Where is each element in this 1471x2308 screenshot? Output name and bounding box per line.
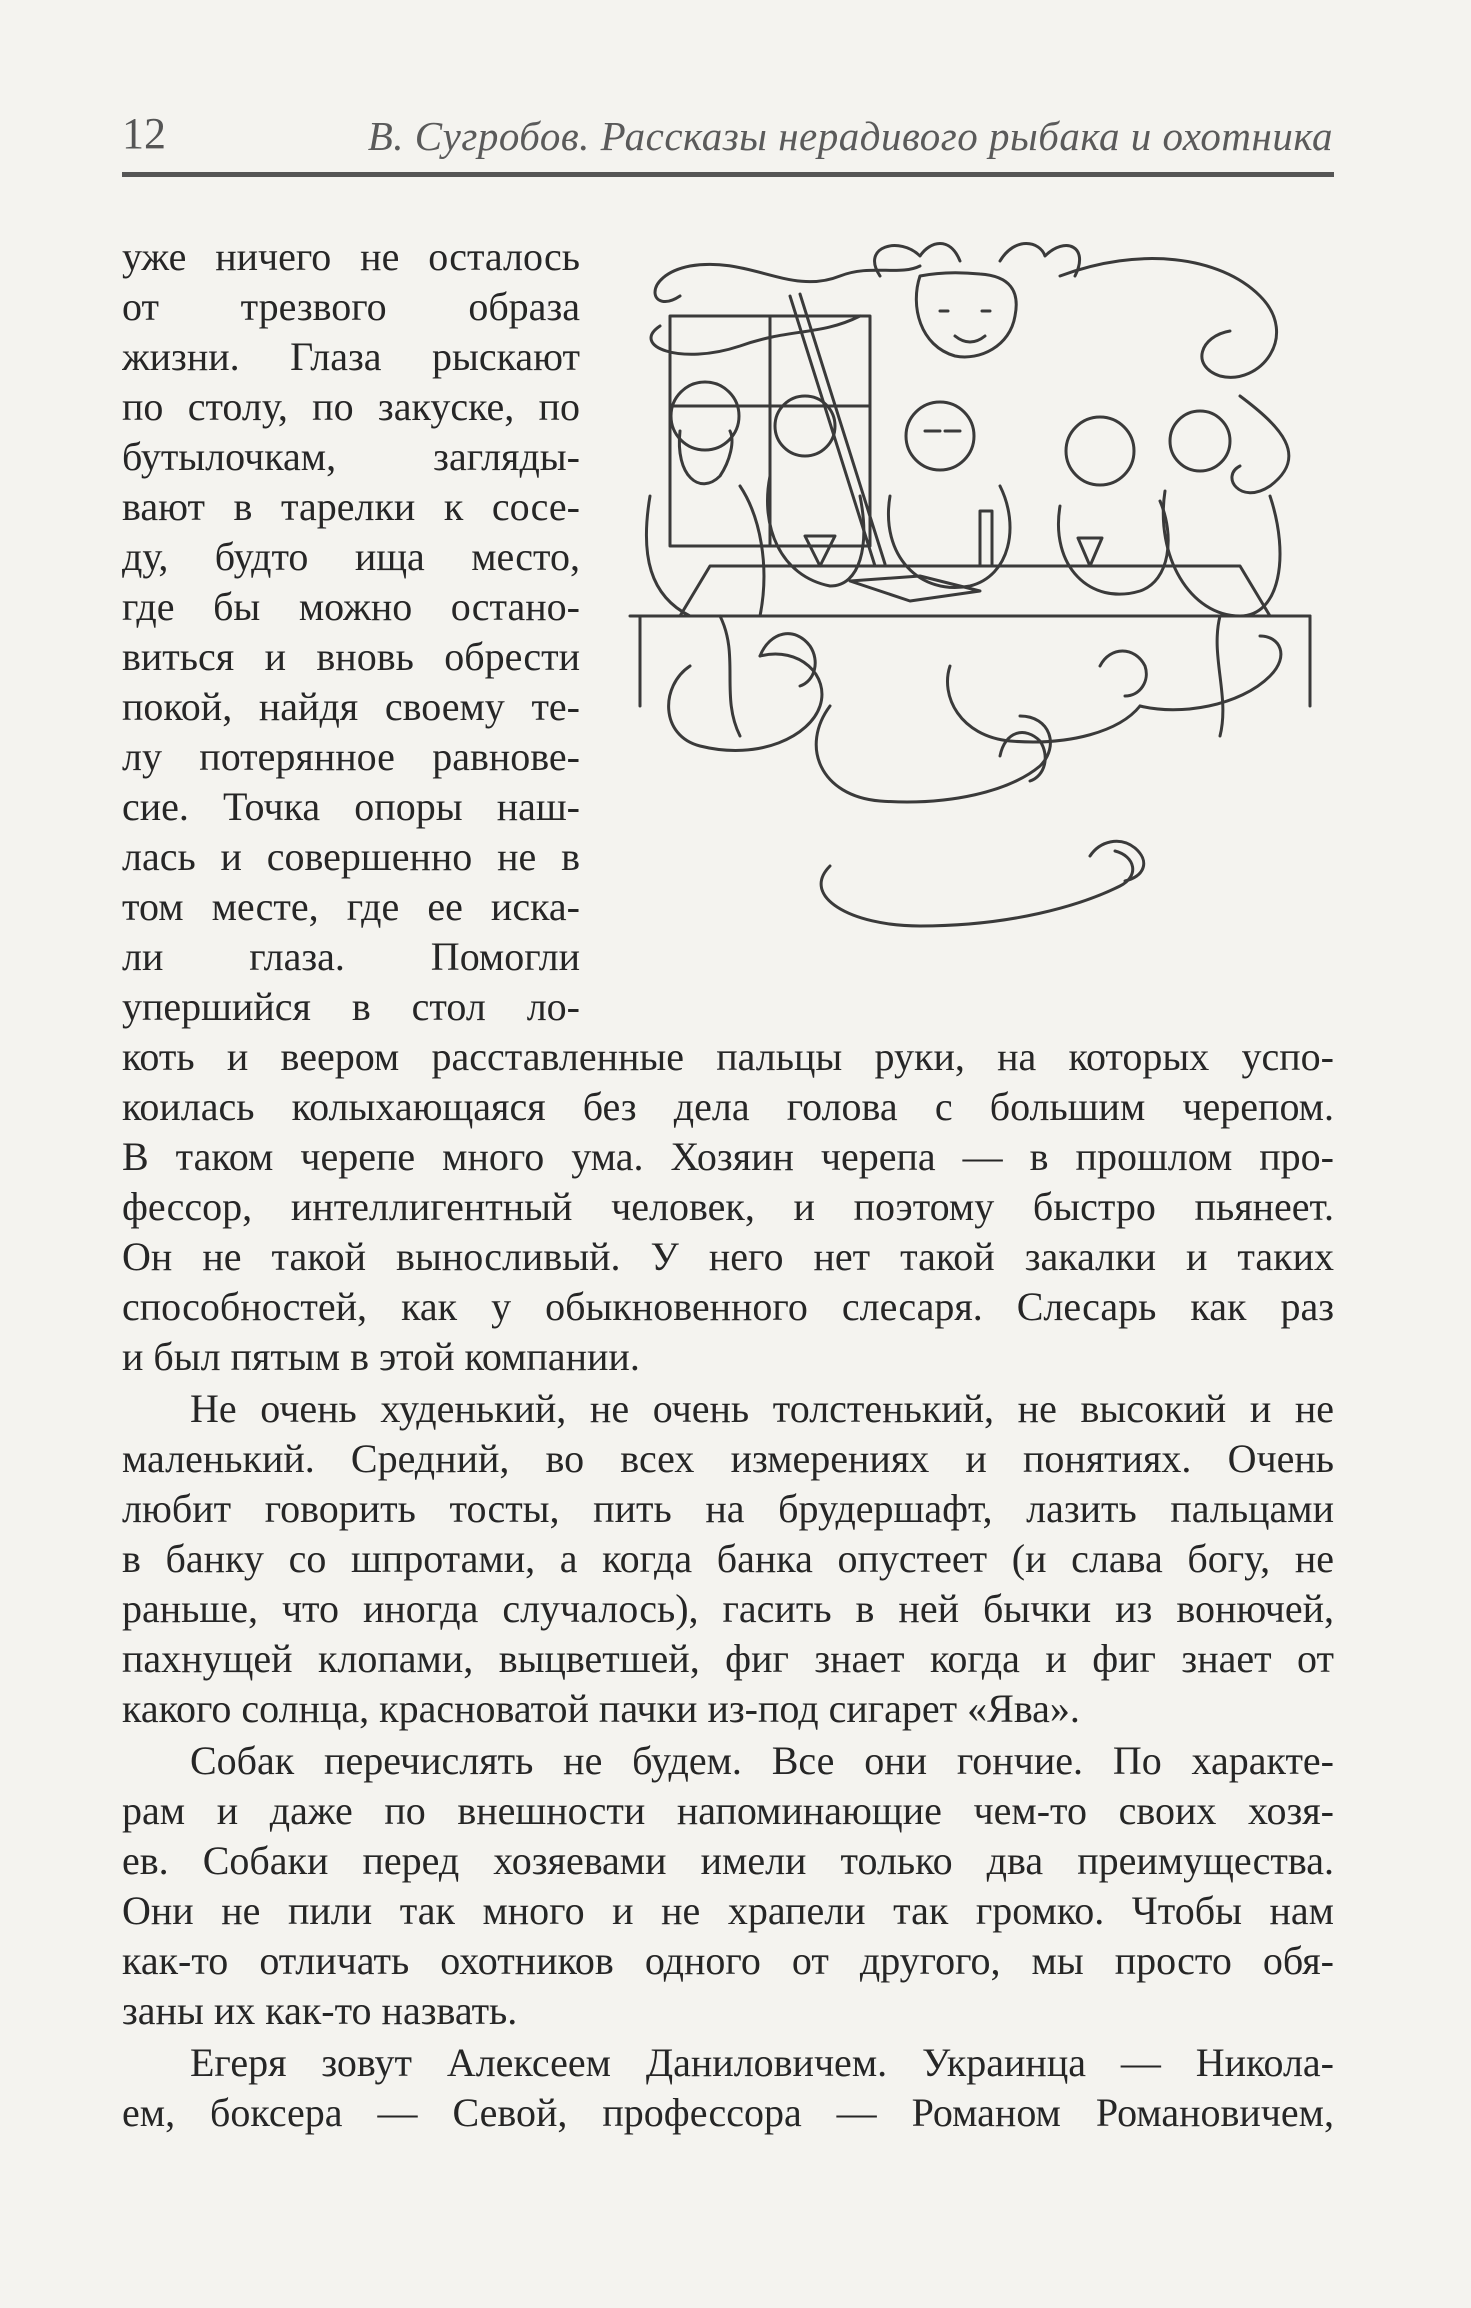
text-line: лу потерянное равнове- (122, 734, 580, 779)
text-line: покой, найдя своему те- (122, 684, 580, 729)
text-line: как-то отличать охотников одного от другого, мы просто обя- (122, 1938, 1334, 1983)
text-line: уже ничего не осталось (122, 234, 580, 279)
text-line: Не очень худенький, не очень толстенький, не высокий и не (190, 1386, 1334, 1431)
header-rule (122, 172, 1334, 177)
hunters (646, 382, 1280, 616)
text-line: раньше, что иногда случалось), гасить в ней бычки из вонючей, (122, 1586, 1334, 1631)
smoke-swirls (651, 259, 1289, 493)
page-number: 12 (122, 109, 166, 158)
text-line: способностей, как у обыкновенного слесаря. Слесарь как раз (122, 1284, 1334, 1329)
text-line: том месте, где ее иска- (122, 884, 580, 929)
text-line: упершийся в стол ло- (122, 984, 580, 1029)
text-line: пахнущей клопами, выцветшей, фиг знает когда и фиг знает от (122, 1636, 1334, 1681)
text-line: В таком черепе много ума. Хозяин черепа — в прошлом про- (122, 1134, 1334, 1179)
text-line: лась и совершенно не в (122, 834, 580, 879)
hunters-feast-illustration (620, 236, 1330, 948)
text-line: вают в тарелки к сосе- (122, 484, 580, 529)
text-line: в банку со шпротами, а когда банка опустеет (и слава богу, не (122, 1536, 1334, 1581)
text-line: Он не такой выносливый. У него нет такой закалки и таких (122, 1234, 1334, 1279)
text-line: любит говорить тосты, пить на брудершафт, лазить пальцами (122, 1486, 1334, 1531)
running-title: В. Сугробов. Рассказы нерадивого рыбака и охотника (367, 113, 1333, 159)
window (670, 316, 870, 546)
text-line: маленький. Средний, во всех измерениях и понятиях. Очень (122, 1436, 1334, 1481)
moose-head (875, 244, 1080, 357)
text-line: ду, будто ища место, (122, 534, 580, 579)
text-line: ем, боксера — Севой, профессора — Романом Романовичем, (122, 2090, 1334, 2135)
hounds (669, 634, 1281, 926)
text-line: ли глаза. Помогли (122, 934, 580, 979)
text-line: ев. Собаки перед хозяевами имели только два преимущества. (122, 1838, 1334, 1883)
text-line: виться и вновь обрести (122, 634, 580, 679)
text-line: Собак перечислять не будем. Все они гончие. По характе- (190, 1738, 1334, 1783)
text-line: по столу, по закуске, по (122, 384, 580, 429)
text-line: от трезвого образа (122, 284, 580, 329)
running-head (122, 108, 1333, 160)
text-line: жизни. Глаза рыскают (122, 334, 580, 379)
text-line: Егеря зовут Алексеем Даниловичем. Украинца — Никола- (190, 2040, 1334, 2085)
text-line: бутылочкам, загляды- (122, 434, 580, 479)
text-line: где бы можно остано- (122, 584, 580, 629)
text-line: заны их как-то назвать. (122, 1988, 518, 2033)
text-line: Они не пили так много и не храпели так громко. Чтобы нам (122, 1888, 1334, 1933)
text-line: коилась колыхающаяся без дела голова с большим черепом. (122, 1084, 1334, 1129)
text-line: рам и даже по внешности напоминающие чем-то своих хозя- (122, 1788, 1334, 1833)
text-line: и был пятым в этой компании. (122, 1334, 640, 1379)
text-line: какого солнца, красноватой пачки из-под сигарет «Ява». (122, 1686, 1080, 1731)
text-line: фессор, интеллигентный человек, и поэтому быстро пьянеет. (122, 1184, 1334, 1229)
text-line: сие. Точка опоры наш- (122, 784, 580, 829)
text-line: коть и веером расставленные пальцы руки, на которых успо- (122, 1034, 1334, 1079)
